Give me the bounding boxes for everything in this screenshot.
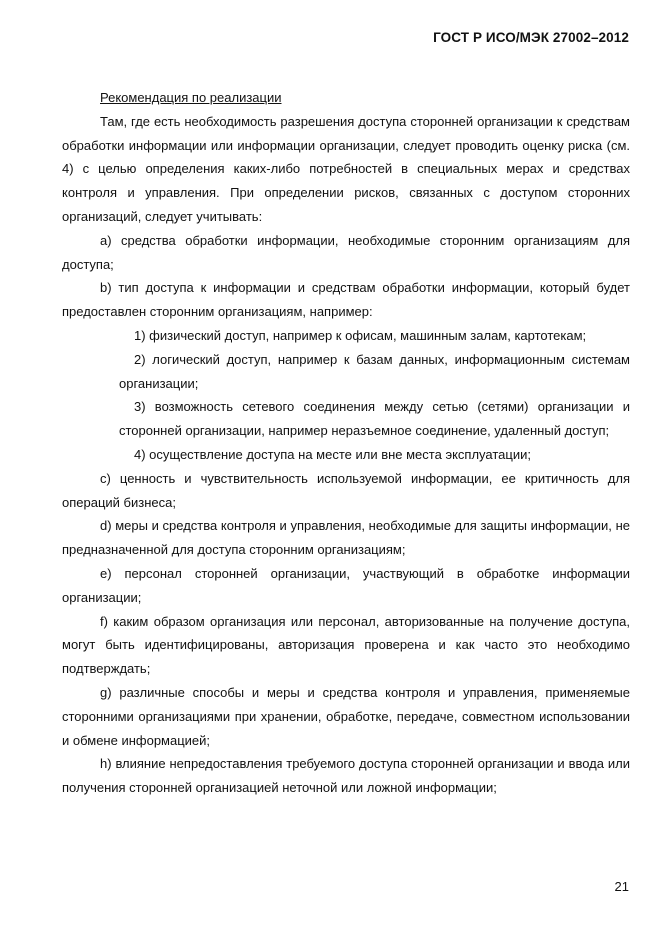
sub-item-1: 1) физический доступ, например к офисам, машинным залам, картотекам; [134,327,587,343]
section-title-line [62,86,630,110]
list-item-h: h) влияние непредоставления требуемого доступа сторонней организации и ввода или получения сторонней организацией неточной или ложной информации; [62,756,630,796]
list-item-d: d) меры и средства контроля и управления, необходимые для защиты информации, не предназначенной для доступа сторонним организациям; [62,518,630,558]
section-title: Рекомендация по реализации [100,90,282,105]
list-item-c: c) ценность и чувствительность используемой информации, ее критичность для операций бизнеса; [62,470,630,510]
sub-item-4: 4) осуществление доступа на месте или вне места эксплуатации; [134,446,531,462]
list-item-a: a) средства обработки информации, необходимые сторонним организациям для доступа; [62,232,630,272]
standard-header: ГОСТ Р ИСО/МЭК 27002–2012 [433,30,629,45]
list-item-b: b) тип доступа к информации и средствам обработки информации, который будет предоставлен сторонним организациям, например: [62,280,630,320]
sub-item-2: 2) логический доступ, например к базам данных, информационным системам организации; [119,351,630,391]
intro-paragraph: Там, где есть необходимость разрешения доступа сторонней организации к средствам обработки информации или информации организации, следует проводить оценку риска (см. 4) с целью определения каких-либо потребностей в специальных мерах и средствах контроля и управления. При определении рисков, связанных с доступом сторонних организаций, следует учитывать: [62,113,630,224]
page-number: 21 [614,879,629,894]
list-item-e: e) персонал сторонней организации, участвующий в обработке информации организации; [62,565,630,605]
page-body [62,86,630,800]
list-item-f: f) каким образом организация или персонал, авторизованные на получение доступа, могут быть идентифицированы, авторизация проверена и как часто это необходимо подтверждать; [62,613,630,677]
list-item-g: g) различные способы и меры и средства контроля и управления, применяемые сторонними организациями при хранении, обработке, передаче, совместном использовании и обмене информацией; [62,684,630,748]
sub-item-3: 3) возможность сетевого соединения между сетью (сетями) организации и сторонней организации, например неразъемное соединение, удаленный доступ; [119,399,630,439]
